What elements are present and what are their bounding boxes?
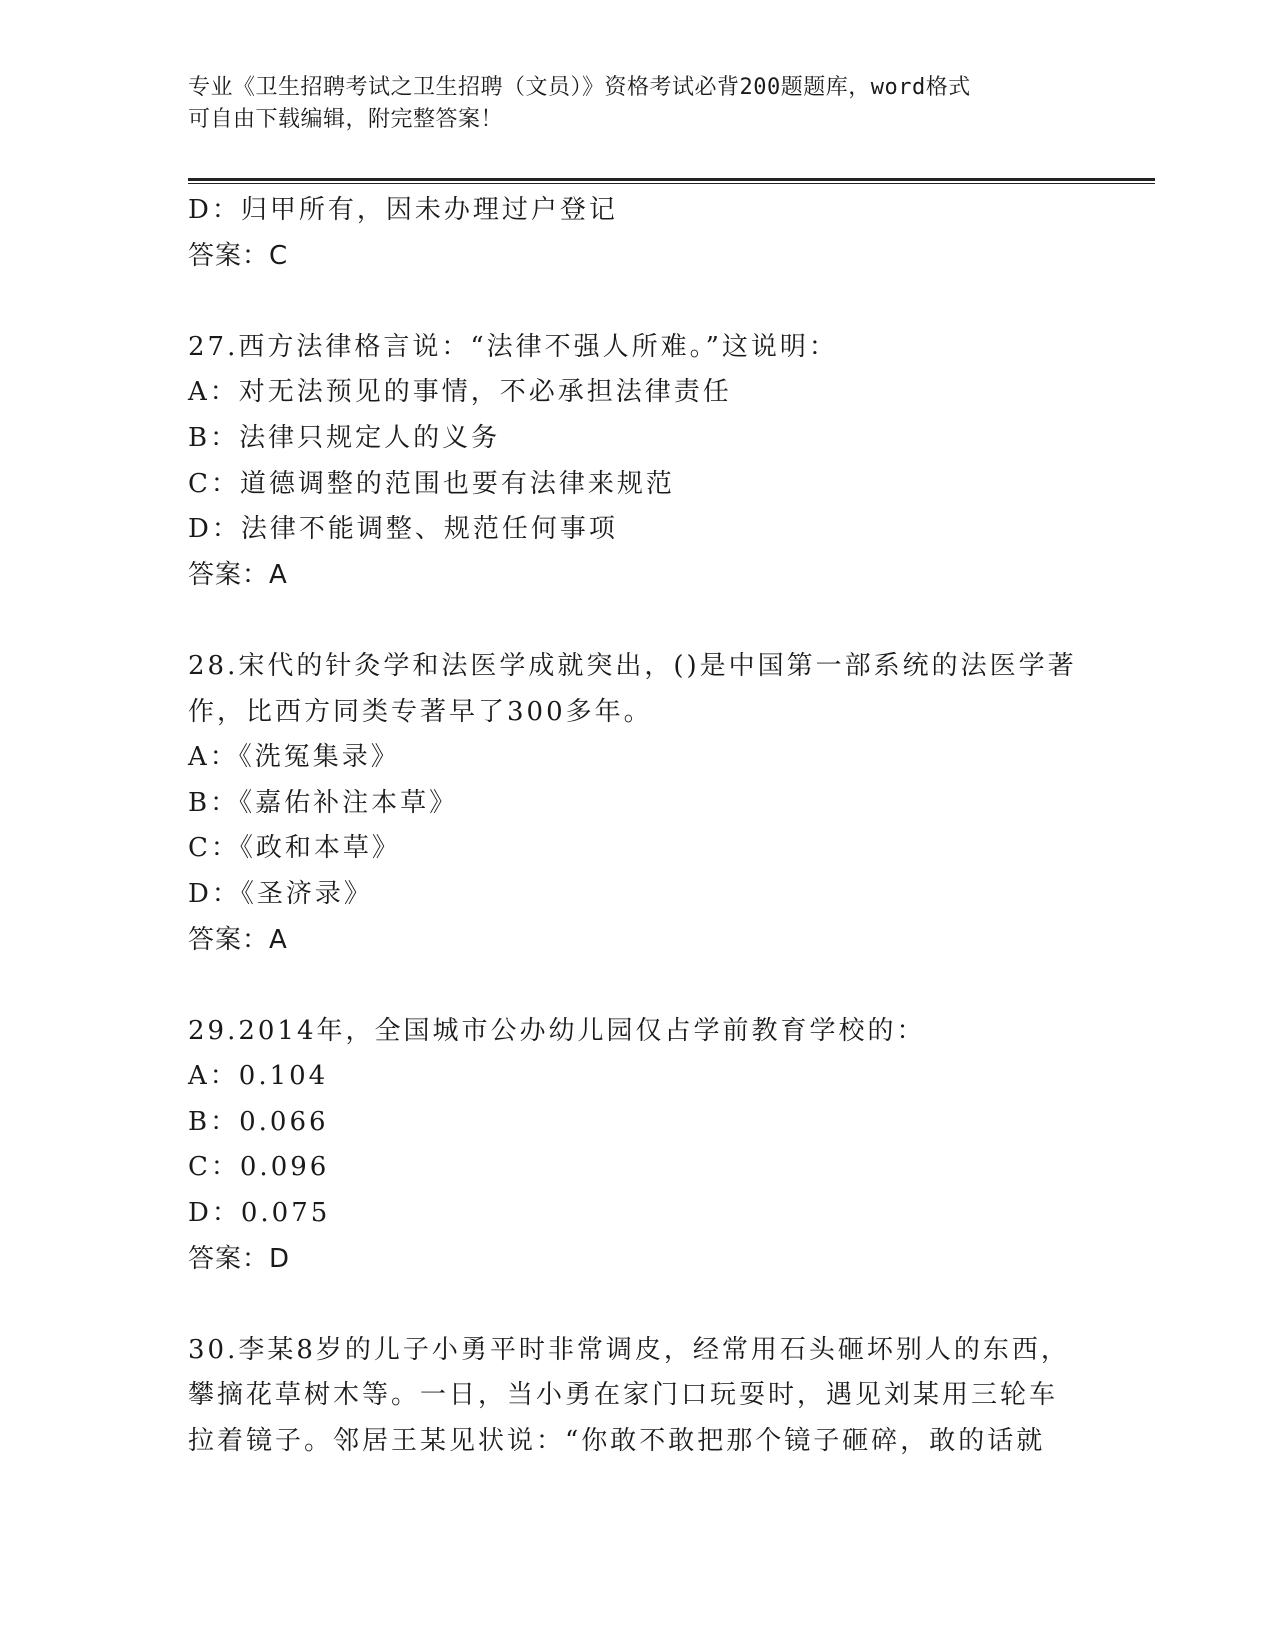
q27-option-d: D：法律不能调整、规范任何事项 [188,514,618,545]
q27-option-c: C：道德调整的范围也要有法律来规范 [188,468,675,499]
q28-option-b: B：《嘉佑补注本草》 [188,787,459,818]
question-29 [188,1009,1088,1283]
q28-stem-line2: 作，比西方同类专著早了300多年。 [188,696,653,727]
q27-option-b: B：法律只规定人的义务 [188,422,501,453]
header-title-line1: 专业《卫生招聘考试之卫生招聘（文员）》资格考试必背200题题库，word格式 [188,75,971,100]
q27-option-a: A：对无法预见的事情，不必承担法律责任 [188,377,732,408]
q30-stem-line2: 攀摘花草树木等。一日，当小勇在家门口玩耍时，遇见刘某用三轮车 [188,1380,1059,1411]
question-list [188,188,1088,1465]
q28-option-c: C：《政和本草》 [188,833,401,864]
question-30 [188,1328,1088,1465]
header-divider-thin [188,183,1155,184]
q26-answer: 答案：C [188,240,289,271]
q29-option-d: D：0.075 [188,1198,331,1229]
header-title-line2: 可自由下载编辑，附完整答案！ [188,107,504,132]
q29-option-c: C：0.096 [188,1152,330,1183]
spacer [188,963,1088,1009]
q27-stem: 27.西方法律格言说：“法律不强人所难。”这说明： [188,331,838,362]
document-header [188,72,1088,136]
q28-answer: 答案：A [188,924,288,955]
q29-option-b: B：0.066 [188,1106,329,1137]
spacer [188,598,1088,644]
spacer [188,279,1088,325]
q27-answer: 答案：A [188,559,288,590]
q28-option-d: D：《圣济录》 [188,878,373,909]
q29-answer: 答案：D [188,1243,291,1274]
header-divider-thick [188,178,1155,181]
q29-stem: 29.2014年，全国城市公办幼儿园仅占学前教育学校的： [188,1015,926,1046]
q29-option-a: A：0.104 [188,1061,329,1092]
q28-option-a: A：《洗冤集录》 [188,742,400,773]
q30-stem-line1: 30.李某8岁的儿子小勇平时非常调皮，经常用石头砸坏别人的东西， [188,1334,1070,1365]
question-26-tail [188,188,1088,279]
q26-option-d: D：归甲所有，因未办理过户登记 [188,195,618,225]
q30-stem-line3: 拉着镜子。邻居王某见状说：“你敢不敢把那个镜子砸碎，敢的话就 [188,1426,1046,1457]
q28-stem-line1: 28.宋代的针灸学和法医学成就突出，()是中国第一部系统的法医学著 [188,650,1077,681]
spacer [188,1282,1088,1328]
question-27 [188,325,1088,599]
question-28 [188,644,1088,963]
